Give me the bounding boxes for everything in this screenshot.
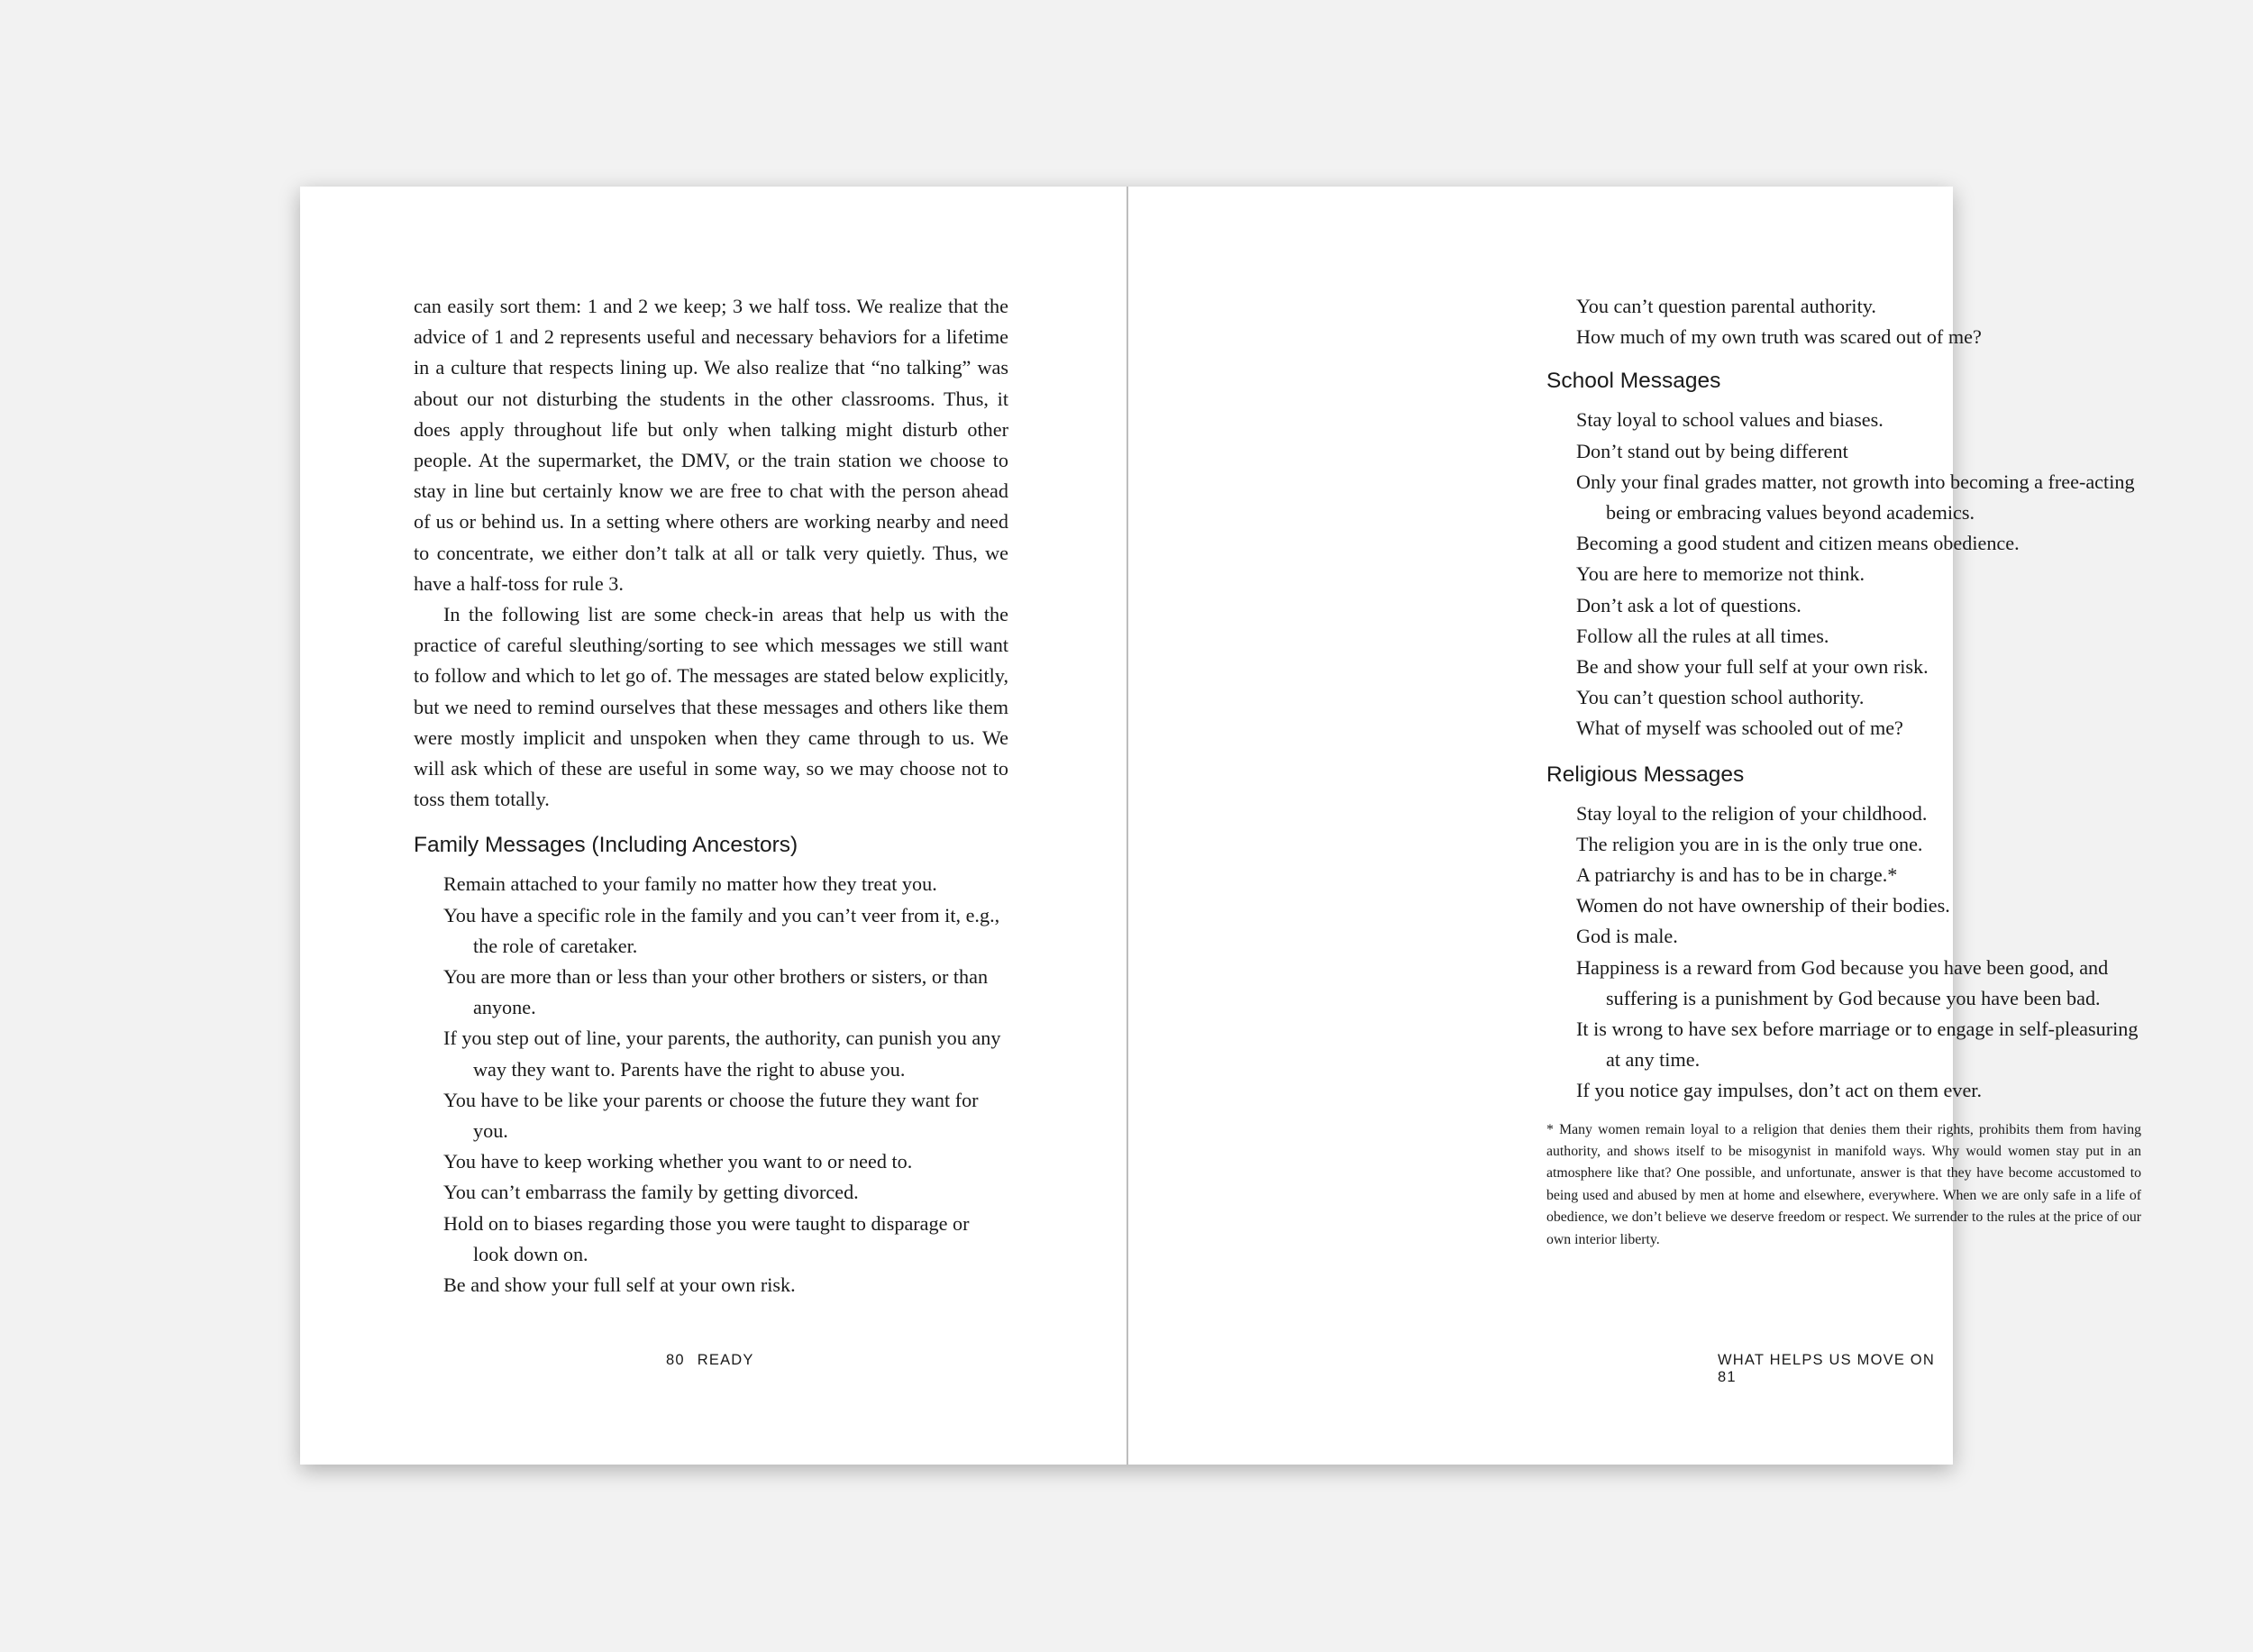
list-item: If you step out of line, your parents, the authority, can punish you any way they want to. Parents have the right to abuse you. <box>443 1027 1001 1081</box>
list-item: A patriarchy is and has to be in charge.* <box>1576 863 1898 887</box>
right-text-column <box>1546 291 2141 1265</box>
list-item: Be and show your full self at your own risk. <box>443 1273 796 1297</box>
list-item: Remain attached to your family no matter how they treat you. <box>443 872 937 896</box>
list-item: The religion you are in is the only true one. <box>1576 832 1923 855</box>
page-number: 81 <box>1718 1369 1737 1385</box>
left-page <box>300 187 1126 1465</box>
list-item: You can’t question parental authority. <box>1576 295 1876 317</box>
book-spread <box>300 187 2141 1465</box>
list-item: God is male. <box>1576 925 1678 948</box>
list-item: It is wrong to have sex before marriage or to engage in self-pleasuring at any time. <box>1576 1018 2139 1072</box>
list-item: You can’t question school authority. <box>1576 686 1865 709</box>
carry-over-list <box>1546 291 2141 352</box>
left-prose <box>414 291 1008 815</box>
paragraph-1: can easily sort them: 1 and 2 we keep; 3 we half toss. We realize that the advice of 1 and 2 represents useful and necessary behaviors for a lifetime in a culture that respects lining up. We also realize that “no talking” was about our not disturbing the students in the other classrooms. Thus, it does apply throughout life but only when talking might disturb other people. At the supermarket, the DMV, or the train station we choose to stay in line but certainly know we are free to chat with the person ahead of us or behind us. In a setting where others are working nearby and need to concentrate, we either don’t talk at all or talk very quietly. Thus, we have a half-toss for rule 3. <box>414 295 1008 595</box>
running-head: WHAT HELPS US MOVE ON <box>1718 1352 1935 1368</box>
list-item: You have to be like your parents or choose the future they want for you. <box>443 1088 979 1143</box>
religious-messages-heading: Religious Messages <box>1546 762 1745 787</box>
list-item: You have a specific role in the family and you can’t veer from it, e.g., the role of caretaker. <box>443 903 1000 957</box>
list-item: Hold on to biases regarding those you were taught to disparage or look down on. <box>443 1211 970 1265</box>
left-text-block <box>414 291 1008 1301</box>
running-head: READY <box>697 1352 754 1368</box>
right-page-content <box>1128 187 2141 1465</box>
list-item: Happiness is a reward from God because you have been good, and suffering is a punishment by God because you have been bad. <box>1576 955 2109 1009</box>
list-item: You have to keep working whether you want to or need to. <box>443 1150 913 1173</box>
list-item: What of myself was schooled out of me? <box>1576 716 1903 740</box>
school-messages-list <box>1546 405 2141 744</box>
list-item: Don’t ask a lot of questions. <box>1576 593 1801 616</box>
list-item: How much of my own truth was scared out of me? <box>1576 325 1982 349</box>
list-item: If you notice gay impulses, don’t act on them ever. <box>1576 1079 1983 1102</box>
religious-messages-list <box>1546 799 2141 1107</box>
left-folio <box>666 1352 754 1369</box>
right-folio <box>1718 1352 1953 1386</box>
list-item: Only your final grades matter, not growth into becoming a free-acting being or embracing values beyond academics. <box>1576 470 2135 525</box>
list-item: Women do not have ownership of their bodies. <box>1576 894 1950 917</box>
paragraph-2: In the following list are some check-in areas that help us with the practice of careful sleuthing/sorting to see which messages we still want to follow and which to let go of. The messages are stated below explicitly, but we need to remind ourselves that these messages and others like them were mostly implicit and unspoken when they came through to us. We will ask which of these are useful in some way, so we may choose not to toss them totally. <box>414 603 1008 811</box>
list-item: Stay loyal to school values and biases. <box>1576 408 1884 432</box>
school-messages-heading: School Messages <box>1546 369 1721 394</box>
list-item: You can’t embarrass the family by getting divorced. <box>443 1181 859 1204</box>
list-item: Don’t stand out by being different <box>1576 439 1848 462</box>
list-item: Follow all the rules at all times. <box>1576 624 1829 647</box>
footnote: * Many women remain loyal to a religion that denies them their rights, prohibits them from having authority, and shows itself to be misogynist in manifold ways. Why would women stay put in an atmosphere like that? One possible, and unfortunate, answer is that they have become accustomed to being used and abused by men at home and elsewhere, everywhere. When we are only safe in a life of obedience, we don’t believe we deserve freedom or respect. We surrender to the rules at the price of our own interior liberty. <box>1546 1121 2141 1247</box>
list-item: Be and show your full self at your own risk. <box>1576 655 1929 679</box>
family-messages-list <box>414 869 1008 1301</box>
list-item: You are here to memorize not think. <box>1576 562 1865 586</box>
list-item: You are more than or less than your other brothers or sisters, or than anyone. <box>443 965 989 1019</box>
family-messages-heading: Family Messages (Including Ancestors) <box>414 833 798 858</box>
list-item: Becoming a good student and citizen means obedience. <box>1576 532 2020 555</box>
list-item: Stay loyal to the religion of your childhood. <box>1576 801 1928 825</box>
page-number: 80 <box>666 1352 685 1368</box>
